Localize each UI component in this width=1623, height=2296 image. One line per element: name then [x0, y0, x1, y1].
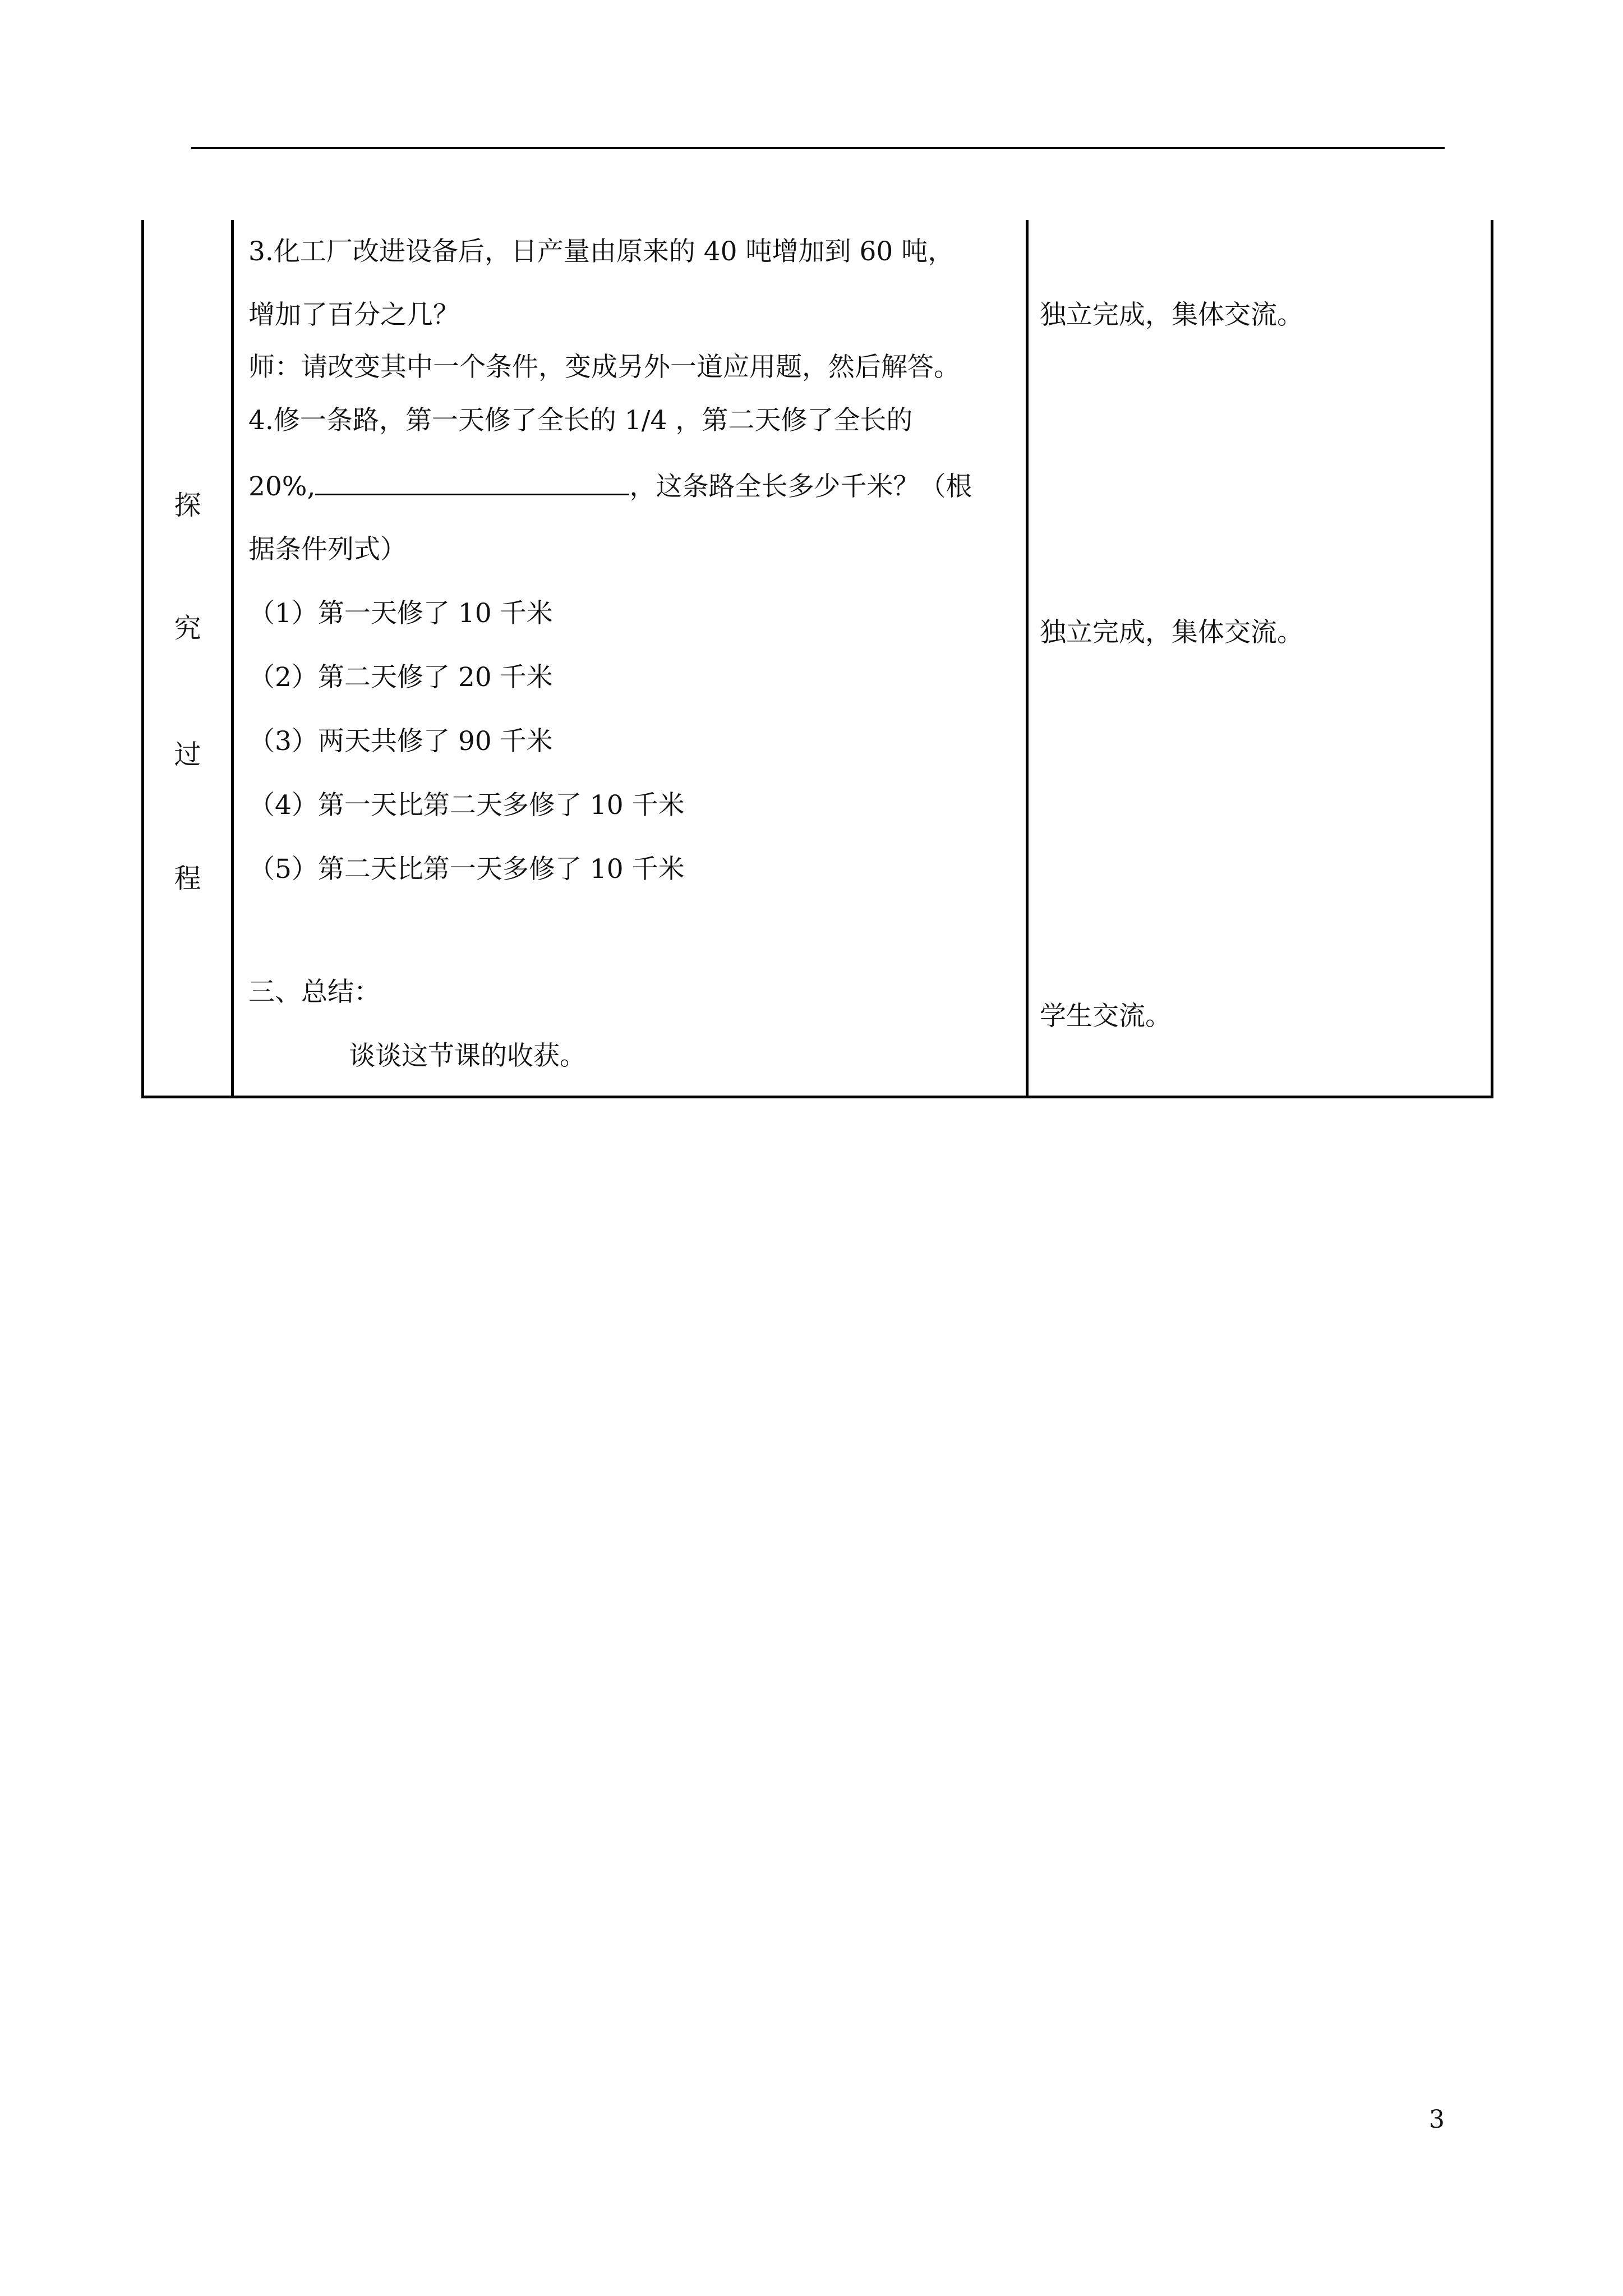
fill-in-blank — [315, 471, 629, 495]
lesson-table — [141, 220, 1493, 1098]
student-activity-3: 学生交流。 — [1040, 1001, 1172, 1032]
question-4-line-1: 4.修一条路，第一天修了全长的 1/4 ，第二天修了全长的 — [248, 405, 913, 436]
student-activity-2: 独立完成，集体交流。 — [1040, 617, 1303, 648]
summary-heading: 三、总结： — [248, 977, 380, 1007]
student-activity-1: 独立完成，集体交流。 — [1040, 300, 1303, 330]
question-4-line-2-suffix: ，这条路全长多少千米？（根 — [629, 471, 972, 502]
question-4-line-2 — [248, 471, 972, 500]
side-label-char-1: 探 — [174, 490, 201, 521]
column-divider-right — [1026, 220, 1029, 1096]
condition-item-1: （1）第一天修了 10 千米 — [248, 598, 553, 629]
condition-item-5: （5）第二天比第一天多修了 10 千米 — [248, 854, 685, 885]
question-4-line-2-prefix: 20%, — [248, 471, 316, 502]
column-divider-left — [231, 220, 234, 1096]
side-label-char-3: 过 — [174, 739, 201, 770]
condition-item-3: （3）两天共修了 90 千米 — [248, 726, 553, 757]
condition-item-2: （2）第二天修了 20 千米 — [248, 662, 553, 693]
side-label-char-4: 程 — [174, 863, 201, 894]
question-3-line-2: 增加了百分之几？ — [248, 300, 459, 330]
question-3-line-1: 3.化工厂改进设备后，日产量由原来的 40 吨增加到 60 吨， — [248, 236, 955, 267]
header-rule — [191, 147, 1445, 149]
condition-item-4: （4）第一天比第二天多修了 10 千米 — [248, 790, 685, 821]
summary-text: 谈谈这节课的收获。 — [349, 1041, 586, 1071]
page-number: 3 — [1429, 2105, 1445, 2134]
side-label-char-2: 究 — [174, 613, 201, 644]
teacher-prompt: 师：请改变其中一个条件，变成另外一道应用题，然后解答。 — [248, 352, 960, 383]
question-4-line-3: 据条件列式） — [248, 534, 407, 565]
